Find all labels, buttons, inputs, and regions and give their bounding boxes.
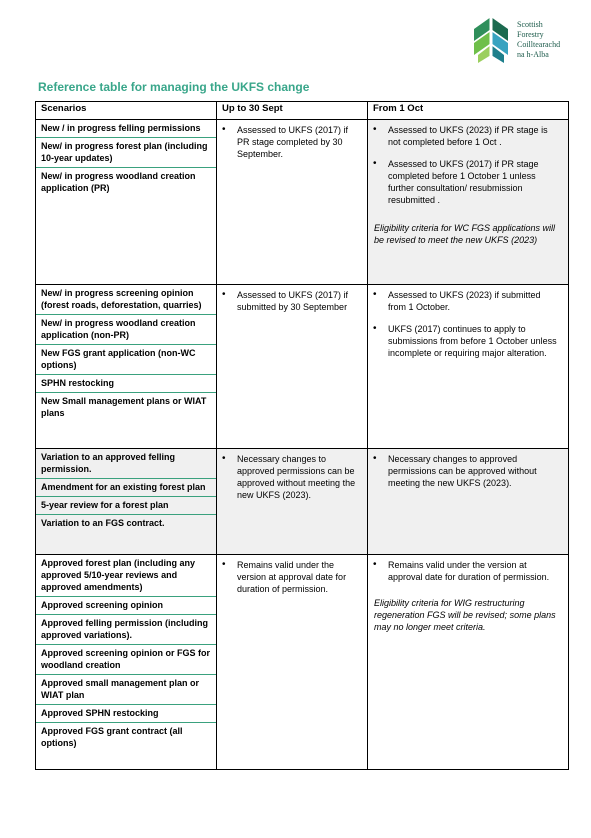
scenario-item: New FGS grant application (non-WC options) [36, 345, 216, 375]
scottish-forestry-logo [468, 15, 578, 67]
scenario-item: New/ in progress forest plan (including 10-year updates) [36, 138, 216, 168]
eligibility-note: Eligibility criteria for WC FGS applications will be revised to meet the new UKFS (2023) [374, 223, 556, 245]
bullet-item: • Remains valid under the version at approval date for duration of permission. [237, 559, 359, 595]
header-scenarios: Scenarios [36, 102, 217, 120]
up-to-30-sept-cell [217, 120, 368, 285]
table-row [36, 120, 569, 285]
scenario-item: New / in progress felling permissions [36, 120, 216, 138]
bullet-item: • Necessary changes to approved permissions can be approved without meeting the new UKFS (2023). [237, 453, 359, 501]
scenarios-cell [36, 555, 217, 770]
from-1-oct-cell [368, 449, 569, 555]
page-title: Reference table for managing the UKFS change [38, 80, 310, 94]
reference-table [35, 101, 569, 770]
logo-line-1: Scottish [517, 20, 543, 29]
scenarios-cell [36, 285, 217, 449]
scenario-item: SPHN restocking [36, 375, 216, 393]
table-row [36, 285, 569, 449]
header-from-1-oct: From 1 Oct [368, 102, 569, 120]
bullet-item: • Assessed to UKFS (2017) if submitted by 30 September [237, 289, 359, 313]
scenario-item: Variation to an approved felling permission. [36, 449, 216, 479]
logo-line-2: Forestry [517, 30, 544, 39]
from-1-oct-cell [368, 285, 569, 449]
up-to-30-sept-cell [217, 449, 368, 555]
scenario-item: Approved screening opinion or FGS for woodland creation [36, 645, 216, 675]
from-1-oct-cell [368, 555, 569, 770]
bullet-item: • Assessed to UKFS (2023) if submitted from 1 October. [388, 289, 560, 313]
bullet-item: • Assessed to UKFS (2017) if PR stage completed before 1 October 1 unless further consultation/ resubmission resubmitted . [388, 158, 560, 206]
scenario-item: Approved forest plan (including any approved 5/10-year reviews and approved amendments) [36, 555, 216, 597]
scenarios-cell [36, 449, 217, 555]
eligibility-note: Eligibility criteria for WIG restructuring regeneration FGS will be revised; some plans may no longer meet criteria. [374, 598, 556, 632]
tree-logo-icon [468, 15, 514, 67]
scenario-item: Approved FGS grant contract (all options) [41, 726, 183, 748]
up-to-30-sept-cell [217, 285, 368, 449]
logo-line-4: na h-Alba [517, 50, 549, 59]
bullet-item: • Necessary changes to approved permissions can be approved without meeting the new UKFS (2023). [388, 453, 560, 489]
scenario-item: New Small management plans or WIAT plans [41, 396, 207, 418]
table-row [36, 555, 569, 770]
scenario-item: New/ in progress screening opinion (forest roads, deforestation, quarries) [36, 285, 216, 315]
header-up-to-30-sept: Up to 30 Sept [217, 102, 368, 120]
scenario-item: Approved felling permission (including approved variations). [36, 615, 216, 645]
scenario-item: Approved screening opinion [36, 597, 216, 615]
scenario-item: Approved small management plan or WIAT plan [36, 675, 216, 705]
logo-line-3: Coilltearachd [517, 40, 561, 49]
scenario-item: Variation to an FGS contract. [41, 518, 165, 528]
scenario-item: New/ in progress woodland creation application (PR) [41, 171, 196, 193]
bullet-item: • Assessed to UKFS (2017) if PR stage completed by 30 September. [237, 124, 359, 160]
scenario-item: Approved SPHN restocking [36, 705, 216, 723]
scenario-item: New/ in progress woodland creation application (non-PR) [36, 315, 216, 345]
table-row [36, 449, 569, 555]
scenario-item: Amendment for an existing forest plan [36, 479, 216, 497]
bullet-item: • Assessed to UKFS (2023) if PR stage is not completed before 1 Oct . [388, 124, 560, 148]
up-to-30-sept-cell [217, 555, 368, 770]
from-1-oct-cell [368, 120, 569, 285]
scenarios-cell [36, 120, 217, 285]
bullet-item: • UKFS (2017) continues to apply to submissions from before 1 October unless incomplete or requiring major alteration. [388, 323, 560, 359]
bullet-item: • Remains valid under the version at approval date for duration of permission. [388, 559, 560, 583]
scenario-item: 5-year review for a forest plan [36, 497, 216, 515]
